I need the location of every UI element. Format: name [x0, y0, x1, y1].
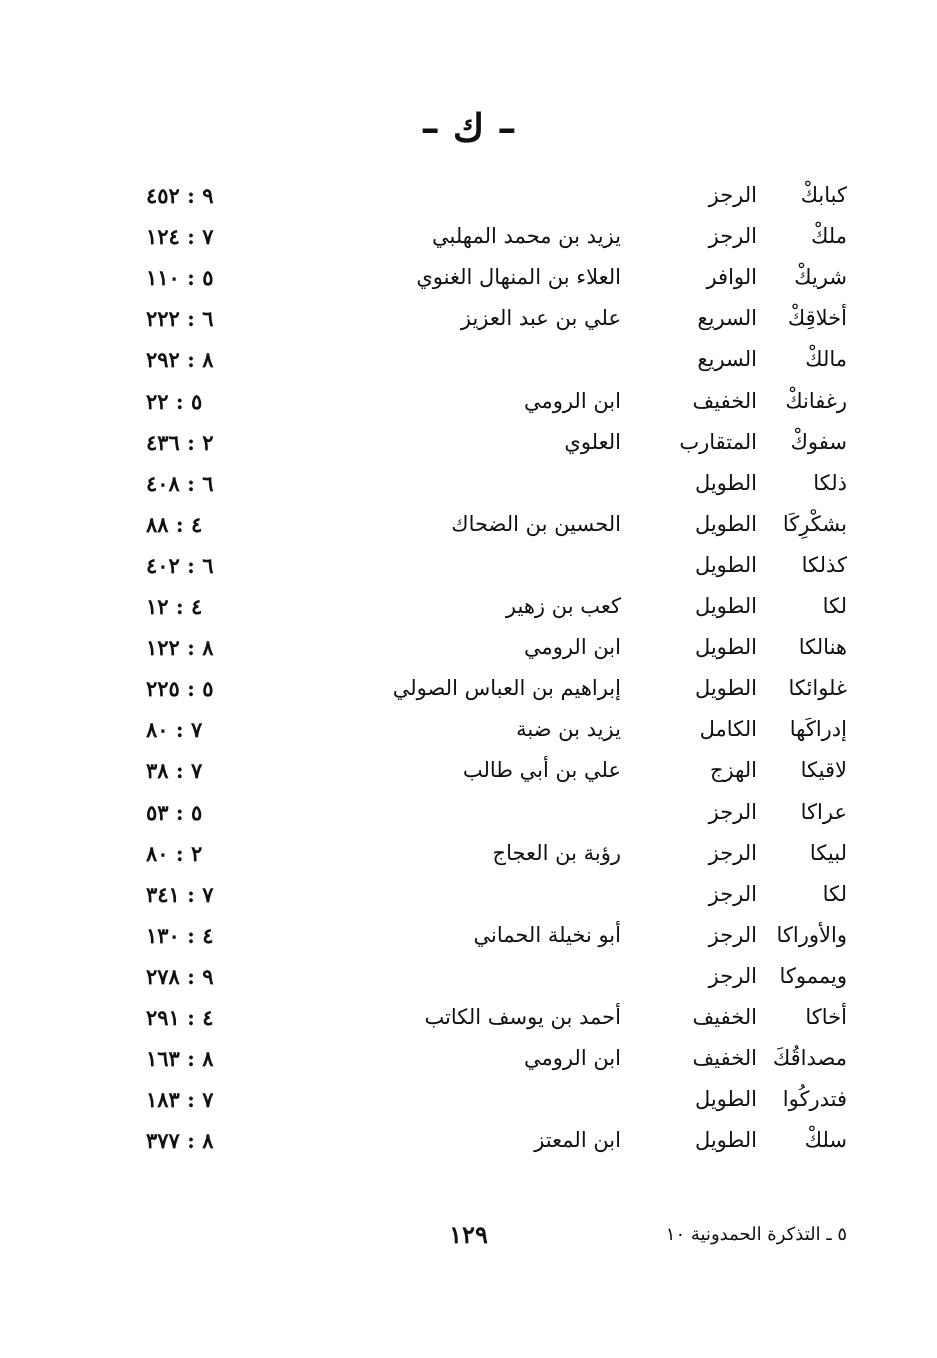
index-row	[0, 956, 937, 997]
poet-name: يزيد بن محمد المهلبي	[432, 224, 621, 248]
poet-name: ابن الرومي	[523, 1046, 621, 1070]
poetic-meter: الطويل	[694, 553, 757, 577]
index-row	[0, 586, 937, 627]
poetic-meter: الرجز	[708, 841, 757, 865]
index-row	[0, 422, 937, 463]
page-reference: ٤ : ٨٨	[146, 512, 203, 537]
poet-name: كعب بن زهير	[505, 594, 621, 618]
index-row	[0, 915, 937, 956]
poet-name: الحسين بن الضحاك	[451, 512, 621, 536]
page-number: ١٢٩	[449, 1220, 488, 1249]
page-reference: ٢ : ٨٠	[146, 841, 203, 866]
poetic-meter: السريع	[697, 306, 757, 330]
rhyme-word: لاقيكا	[800, 758, 847, 782]
index-row	[0, 1079, 937, 1120]
poet-name: إبراهيم بن العباس الصولي	[392, 676, 621, 700]
footer-signature: ٥ ـ التذكرة الحمدونية ١٠	[665, 1224, 847, 1245]
rhyme-word: ذلكا	[813, 471, 847, 495]
rhyme-word: لبيكا	[809, 841, 847, 865]
poetic-meter: الطويل	[694, 512, 757, 536]
poetic-meter: الطويل	[694, 594, 757, 618]
index-row	[0, 1038, 937, 1079]
poetic-meter: المتقارب	[679, 430, 757, 454]
poetic-meter: الرجز	[708, 183, 757, 207]
rhyme-word: ملكْ	[811, 224, 847, 248]
page-reference: ٢ : ٤٣٦	[146, 430, 214, 455]
poetic-meter: الرجز	[708, 964, 757, 988]
index-row	[0, 874, 937, 915]
poetic-meter: الخفيف	[692, 1046, 757, 1070]
index-row	[0, 545, 937, 586]
rhyme-word: أخلاقِكْ	[787, 306, 847, 330]
index-row	[0, 339, 937, 380]
page-reference: ٥ : ٢٢٥	[146, 676, 214, 701]
poet-name: علي بن أبي طالب	[462, 758, 621, 782]
rhyme-word: كذلكا	[801, 553, 847, 577]
index-row	[0, 504, 937, 545]
index-row	[0, 750, 937, 791]
rhyme-word: غلوائكا	[788, 676, 847, 700]
page-reference: ٧ : ٣٨	[146, 758, 203, 783]
rhyme-word: لكا	[822, 882, 847, 906]
rhyme-word: سلكْ	[804, 1128, 847, 1152]
poetic-meter: الطويل	[694, 635, 757, 659]
page-reference: ٨ : ١٦٣	[146, 1046, 214, 1071]
rhyme-word: فتدركُوا	[782, 1087, 847, 1111]
page-reference: ٧ : ٨٠	[146, 717, 203, 742]
poetic-meter: الرجز	[708, 224, 757, 248]
rhyme-word: بشكْرِكَا	[782, 512, 847, 536]
rhyme-word: عراكا	[800, 800, 847, 824]
rhyme-word: لكا	[822, 594, 847, 618]
poetic-meter: الرجز	[708, 923, 757, 947]
page-reference: ٤ : ١٣٠	[146, 923, 214, 948]
poet-name: العلوي	[564, 430, 621, 454]
page-reference: ٨ : ١٢٢	[146, 635, 214, 660]
poetic-meter: الوافر	[706, 265, 757, 289]
page-reference: ٩ : ٢٧٨	[146, 964, 214, 989]
poet-name: أحمد بن يوسف الكاتب	[424, 1005, 621, 1029]
rhyme-word: مصداقُكَ	[772, 1046, 847, 1070]
poetic-meter: الرجز	[708, 882, 757, 906]
page-reference: ٦ : ٤٠٢	[146, 553, 214, 578]
page-reference: ٩ : ٤٥٢	[146, 183, 214, 208]
index-row	[0, 709, 937, 750]
page-reference: ٥ : ٥٣	[146, 800, 203, 825]
index-row	[0, 175, 937, 216]
index-row	[0, 298, 937, 339]
page-reference: ٥ : ١١٠	[146, 265, 214, 290]
page-reference: ٦ : ٤٠٨	[146, 471, 214, 496]
rhyme-word: رغفانكْ	[785, 389, 847, 413]
index-row	[0, 668, 937, 709]
poetic-meter: السريع	[697, 347, 757, 371]
page-reference: ٧ : ١٢٤	[146, 224, 214, 249]
poet-name: علي بن عبد العزيز	[460, 306, 621, 330]
page-reference: ٧ : ١٨٣	[146, 1087, 214, 1112]
poetic-meter: الطويل	[694, 471, 757, 495]
poetic-meter: الهزج	[709, 758, 757, 782]
index-row	[0, 463, 937, 504]
index-row	[0, 833, 937, 874]
poet-name: العلاء بن المنهال الغنوي	[416, 265, 621, 289]
index-row	[0, 257, 937, 298]
page-reference: ٤ : ٢٩١	[146, 1005, 214, 1030]
poet-name: يزيد بن ضبة	[516, 717, 621, 741]
index-row	[0, 1120, 937, 1161]
rhyme-word: مالكْ	[805, 347, 847, 371]
poet-name: رؤبة بن العجاج	[492, 841, 621, 865]
index-row	[0, 627, 937, 668]
rhyme-word: أخاكا	[805, 1005, 847, 1029]
rhyme-word: والأوراكا	[776, 923, 847, 947]
poetic-meter: الطويل	[694, 1128, 757, 1152]
poetic-meter: الرجز	[708, 800, 757, 824]
poetic-meter: الطويل	[694, 676, 757, 700]
page-reference: ٨ : ٣٧٧	[146, 1128, 214, 1153]
poetic-meter: الكامل	[699, 717, 757, 741]
page-reference: ٥ : ٢٢	[146, 389, 203, 414]
rhyme-word: كبابكْ	[800, 183, 847, 207]
poetic-meter: الخفيف	[692, 389, 757, 413]
poet-name: ابن المعتز	[534, 1128, 621, 1152]
rhyme-word: شريكْ	[794, 265, 847, 289]
index-row	[0, 381, 937, 422]
page-heading: – ك –	[420, 105, 517, 150]
poetic-meter: الطويل	[694, 1087, 757, 1111]
index-row	[0, 792, 937, 833]
page-reference: ٧ : ٣٤١	[146, 882, 214, 907]
page-reference: ٦ : ٢٢٢	[146, 306, 214, 331]
poet-name: ابن الرومي	[523, 389, 621, 413]
index-row	[0, 216, 937, 257]
rhyme-word: سفوكْ	[790, 430, 847, 454]
rhyme-word: ويمموكا	[779, 964, 847, 988]
poet-name: أبو نخيلة الحماني	[473, 923, 621, 947]
rhyme-word: إدراكَها	[789, 717, 847, 741]
page-reference: ٨ : ٢٩٢	[146, 347, 214, 372]
poet-name: ابن الرومي	[523, 635, 621, 659]
poetic-meter: الخفيف	[692, 1005, 757, 1029]
page-reference: ٤ : ١٢	[146, 594, 203, 619]
index-row	[0, 997, 937, 1038]
rhyme-index-table	[0, 175, 937, 1165]
rhyme-word: هنالكا	[798, 635, 847, 659]
